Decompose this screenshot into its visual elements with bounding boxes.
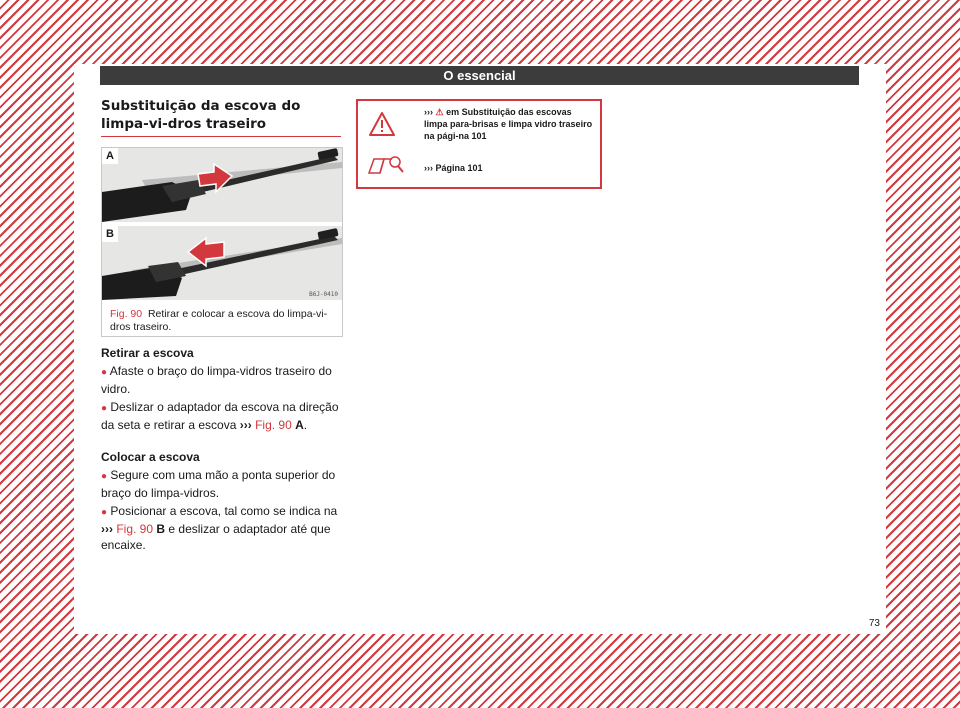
bullet-icon: ● [101,367,108,378]
section-title: Substituição da escova do limpa-vi-dros traseiro [101,98,301,132]
figure-caption-text: Retirar e colocar a escova do limpa-vi-dros traseiro. [110,308,328,333]
remove-step-1 [101,363,341,397]
remove-step-1-text: Afaste o braço do limpa-vidros traseiro do vidro. [101,364,332,396]
page-ref-line [424,162,596,174]
figure-link-b[interactable]: Fig. 90 [116,522,154,536]
wiper-install-illustration [102,226,342,300]
warning-triangle-icon [368,111,396,137]
instructions [101,345,341,555]
install-step-2-text: Posicionar a escova, tal como se indica na [110,504,338,518]
panel-a-label: A [102,148,118,164]
wiper-remove-illustration [102,148,342,222]
figure-90 [101,147,343,337]
remove-step-2: ● Deslizar o adaptador da escova na direção da seta e retirar a escova ››› Fig. 90 A. [101,400,339,432]
cross-ref-arrows: ››› [424,107,433,117]
panel-b-label: B [102,226,118,242]
remove-step-2-text: Deslizar o adaptador da escova na direção da seta e retirar a escova [101,400,339,432]
figure-number: Fig. 90 [110,308,143,320]
warning-box [356,99,602,189]
cross-ref-arrows: ››› [101,522,113,536]
bullet-icon: ● [101,507,108,518]
chapter-header: O essencial [100,66,859,85]
title-divider [101,136,341,137]
figure-caption [110,308,336,334]
figure-panel-b [102,226,342,300]
install-step-1 [101,467,341,501]
figure-letter-b: B [156,522,166,536]
page-number: 73 [868,618,880,629]
warning-text[interactable]: em Substituição das escovas limpa para-brisas e limpa vidro traseiro na pági-na 101 [424,107,593,141]
figure-letter-a: A [295,418,304,432]
figure-link-a[interactable]: Fig. 90 [255,418,292,432]
install-step-2-tail: e deslizar o adaptador até que encaixe. [101,522,331,552]
bullet-icon: ● [101,403,108,414]
warning-text-line [424,106,596,142]
figure-panel-a [102,148,342,222]
install-step-1-text: Segure com uma mão a ponta superior do braço do limpa-vidros. [101,468,336,500]
inline-warning-icon: ⚠ [435,107,444,117]
cross-ref-arrows: ››› [239,418,252,432]
page-ref-link[interactable]: Página 101 [435,163,483,173]
cross-ref-arrows: ››› [424,163,433,173]
install-heading: Colocar a escova [101,450,200,464]
image-code: B6J-0410 [309,291,338,298]
bullet-icon: ● [101,471,108,482]
install-step-2 [101,503,341,553]
remove-heading: Retirar a escova [101,346,194,360]
manual-search-icon [366,153,406,177]
